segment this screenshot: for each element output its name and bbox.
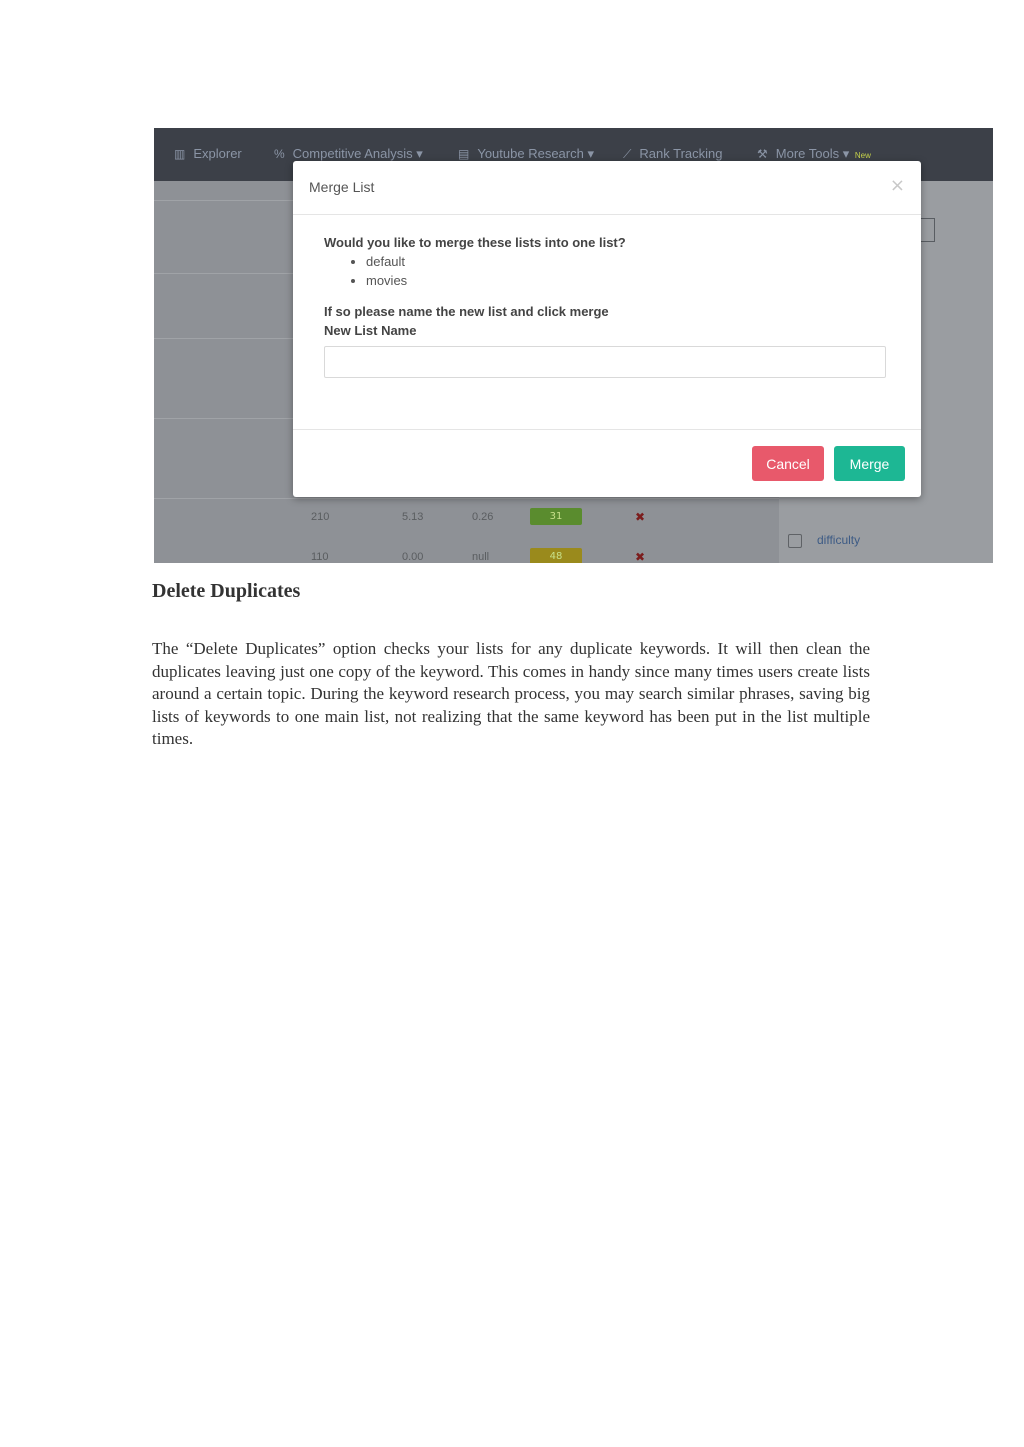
close-icon[interactable]: × [889,175,905,196]
merge-question: Would you like to merge these lists into one list? [324,235,626,250]
list-item: • default [366,252,890,271]
new-list-name-input[interactable] [324,346,886,378]
side-panel-link[interactable]: difficulty [817,533,861,547]
bar-chart-icon: ▥ [174,147,186,161]
checkbox[interactable] [788,534,802,548]
table-cell: 0.26 [472,511,494,523]
calendar-icon: ▤ [458,147,470,161]
merge-prompt: If so please name the new list and click merge [324,304,609,319]
table-cell: 5.13 [402,511,424,523]
score-badge: 48 [530,548,582,563]
chevron-down-icon: ▾ [842,146,850,161]
nav-explorer[interactable]: ▥ Explorer [174,146,242,161]
screenshot-figure [154,128,993,563]
modal-title: Merge List [309,179,375,195]
modal-footer [293,429,921,498]
nav-rank-tracking[interactable]: ⟋ Rank Tracking [623,146,723,161]
list-item: • movies [366,271,890,290]
nav-competitive-analysis[interactable]: % Competitive Analysis ▾ [274,146,423,161]
merge-button[interactable]: Merge [834,446,905,481]
nav-more-tools[interactable]: ⚒ More Tools ▾ New [757,146,871,161]
delete-icon[interactable]: ✖ [635,510,646,524]
line-chart-icon: ⟋ [623,147,632,161]
list-names [324,252,890,290]
chevron-down-icon: ▾ [416,146,423,161]
table-cell: 0.00 [402,551,424,563]
table-cell: null [472,551,490,563]
table-cell: 110 [311,551,329,563]
merge-list-modal [293,161,921,497]
new-badge: New [854,151,871,160]
delete-icon[interactable]: ✖ [635,550,646,563]
wrench-icon: ⚒ [757,147,768,161]
cancel-button[interactable]: Cancel [752,446,824,481]
section-heading: Delete Duplicates [152,580,301,602]
table-cell: 210 [311,511,330,523]
modal-body [324,235,890,338]
chevron-down-icon: ▾ [587,146,594,161]
nav-youtube-research[interactable]: ▤ Youtube Research ▾ [458,146,594,161]
body-paragraph: The “Delete Duplicates” option checks your lists for any duplicate keywords. It will then clean the duplicates leaving just one copy of the keyword. This comes in handy since many times users create lists around a certain topic. During the keyword research process, you may search similar phrases, saving big lists of keywords to one main list, not realizing that the same keyword has been put in the list multiple times. [152,639,870,748]
new-list-name-label: New List Name [324,323,417,338]
score-badge: 31 [530,508,582,525]
modal-header [293,161,921,215]
percent-icon: % [274,147,285,161]
